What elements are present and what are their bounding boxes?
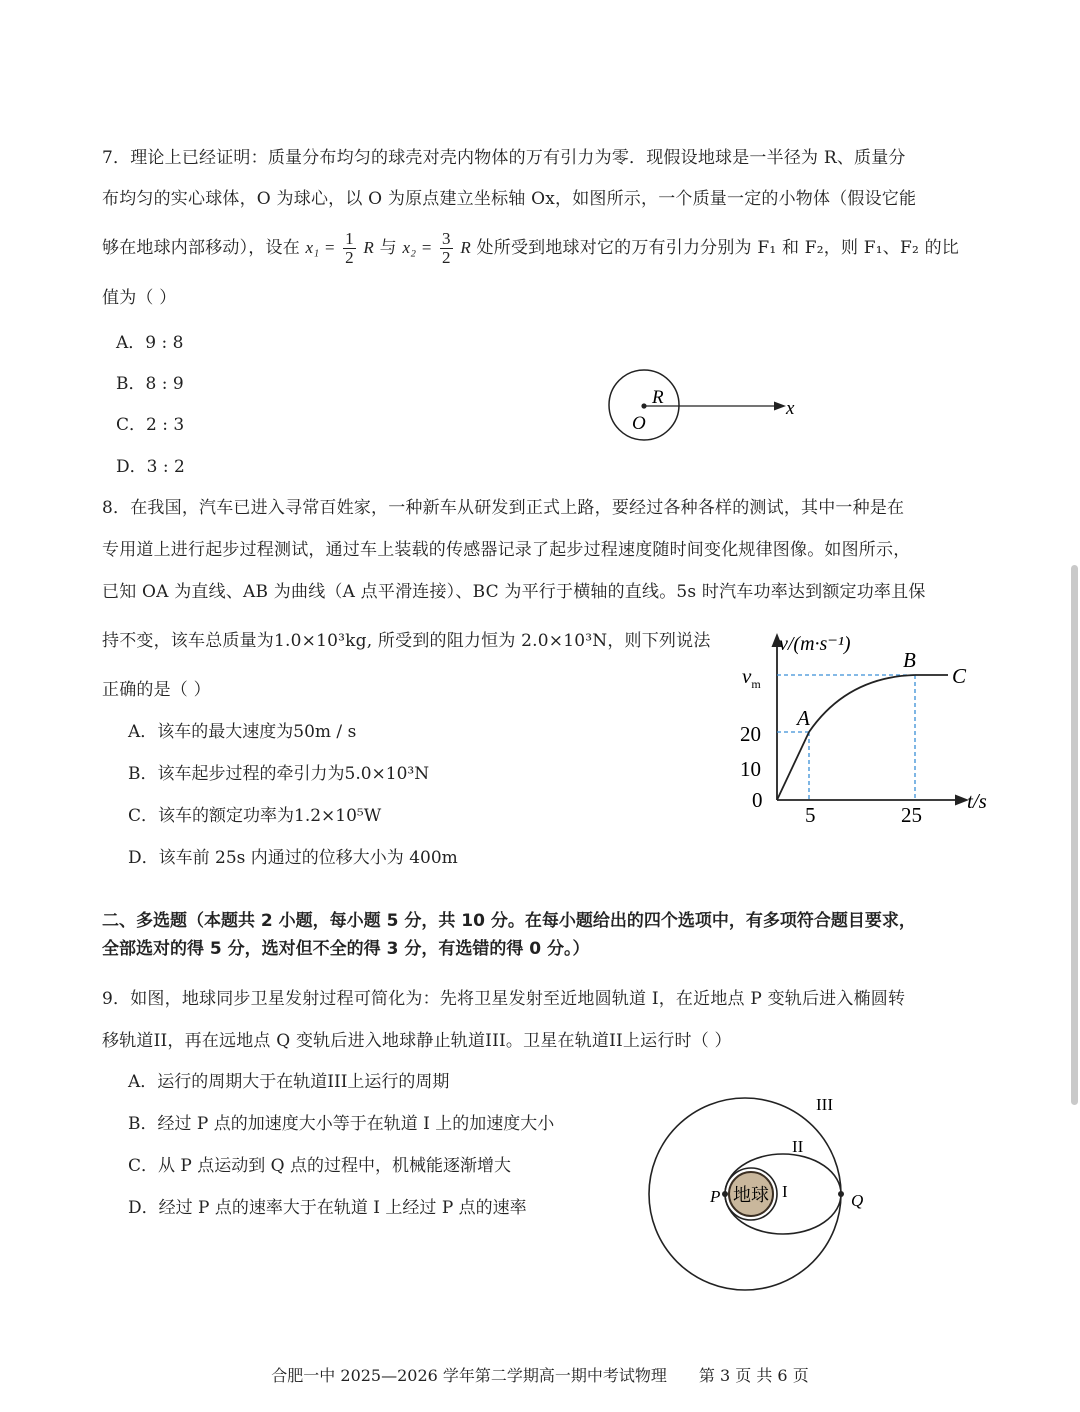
q8-option-a[interactable] (128, 720, 356, 744)
t-axis-label: t/s (967, 789, 987, 813)
option-text: 3 : 2 (146, 457, 185, 477)
fraction-denominator: 2 (442, 248, 451, 267)
x-axis-arrow-icon (774, 402, 786, 411)
option-text: 9 : 8 (145, 333, 184, 353)
q7-line-3-start: 够在地球内部移动），设在 (102, 238, 300, 258)
option-text: 经过 P 点的加速度大小等于在轨道 I 上的加速度大小 (157, 1114, 555, 1134)
radius-symbol: R (363, 238, 375, 257)
fraction-three-halves (440, 230, 453, 267)
origin-label: O (632, 413, 646, 434)
q9-option-a[interactable] (128, 1070, 449, 1094)
q8-line-5: 正确的是（ ） (102, 680, 211, 700)
option-text: 2 : 3 (146, 415, 185, 435)
q8-option-d[interactable] (128, 846, 458, 870)
q8-line-3: 已知 OA 为直线、AB 为曲线（A 点平滑连接）、BC 为平行于横轴的直线。5s 时汽车功率达到额定功率且保 (102, 582, 926, 602)
fraction-one-half (343, 230, 356, 267)
q7-line-2: 布均匀的实心球体，O 为球心，以 O 为原点建立坐标轴 Ox，如图所示，一个质量一定的小物体（假设它能 (102, 189, 917, 209)
origin-label: 0 (752, 788, 763, 812)
q9-line-1: 9．如图，地球同步卫星发射过程可简化为：先将卫星发射至近地圆轨道 I，在近地点 P 变轨后进入椭圆转 (102, 989, 906, 1009)
vm-subscript: m (751, 677, 761, 691)
axis-x-label: x (786, 398, 795, 419)
option-label: B． (128, 1114, 158, 1134)
q7-option-c[interactable] (116, 413, 184, 437)
option-label: C． (128, 1156, 159, 1176)
vm-label (742, 664, 761, 691)
point-Q-label: Q (851, 1191, 864, 1210)
q7-option-b[interactable] (116, 372, 184, 396)
q8-line-4: 持不变，该车总质量为1.0×10³kg, 所受到的阻力恒为 2.0×10³N，则下列说法 (102, 631, 711, 651)
curve-AB (809, 675, 915, 732)
option-label: B． (116, 374, 146, 394)
option-label: D． (128, 1198, 159, 1218)
option-text: 该车的额定功率为1.2×10⁵W (158, 806, 382, 826)
v-axis-label: v/(m·s⁻¹) (779, 633, 851, 655)
tick-label-20: 20 (740, 722, 761, 746)
q7-line-1: 7．理论上已经证明：质量分布均匀的球壳对壳内物体的万有引力为零．现假设地球是一半径为 R、质量分 (102, 148, 906, 168)
option-text: 该车起步过程的牵引力为5.0×10³N (157, 764, 430, 784)
q7-connector: 与 (379, 238, 403, 258)
q9-option-d[interactable] (128, 1196, 527, 1220)
tick-label-25: 25 (901, 803, 922, 827)
page-footer: 合肥一中 2025—2026 学年第二学期高一期中考试物理 第 3 页 共 6 页 (271, 1366, 809, 1385)
q7-line-4: 值为（ ） (102, 288, 177, 308)
q7-option-a[interactable] (116, 331, 183, 355)
scrollbar-thumb[interactable] (1071, 565, 1078, 1105)
q8-line-1: 8．在我国，汽车已进入寻常百姓家，一种新车从研发到正式上路，要经过各种各样的测试，其中一种是在 (102, 498, 905, 518)
option-text: 经过 P 点的速率大于在轨道 I 上经过 P 点的速率 (158, 1198, 527, 1218)
option-label: A． (128, 1072, 158, 1092)
q9-line-2: 移轨道II，再在远地点 Q 变轨后进入地球静止轨道III。卫星在轨道II上运行时（ ） (102, 1031, 732, 1051)
orbit-II-label: II (792, 1137, 804, 1156)
tick-label-5: 5 (805, 803, 816, 827)
earth-label: 地球 (733, 1185, 769, 1205)
point-B-label: B (903, 648, 916, 672)
x2-label: x₂ = (402, 238, 433, 257)
option-label: C． (116, 415, 147, 435)
q7-earth-axis-figure (600, 366, 810, 446)
point-A-label: A (797, 706, 810, 730)
option-label: D． (116, 457, 147, 477)
option-label: C． (128, 806, 159, 826)
point-P (722, 1191, 728, 1197)
tick-label-10: 10 (740, 757, 761, 781)
option-label: D． (128, 848, 159, 868)
radius-label: R (652, 387, 664, 408)
q8-line-2: 专用道上进行起步过程测试，通过车上装载的传感器记录了起步过程速度随时间变化规律图像。如图所示， (102, 540, 911, 560)
fraction-numerator: 1 (345, 229, 354, 248)
section-2-heading-line-2: 全部选对的得 5 分，选对但不全的得 3 分，有选错的得 0 分。） (102, 939, 590, 959)
x1-label: x₁ = (305, 238, 336, 257)
option-text: 该车前 25s 内通过的位移大小为 400m (158, 848, 458, 868)
point-Q (838, 1191, 844, 1197)
section-2-heading-line-1: 二、多选题（本题共 2 小题，每小题 5 分，共 10 分。在每小题给出的四个选项中，有多项符合题目要求， (102, 911, 916, 931)
option-text: 从 P 点运动到 Q 点的过程中，机械能逐渐增大 (158, 1156, 512, 1176)
orbit-III-label: III (816, 1095, 833, 1114)
option-label: A． (116, 333, 146, 353)
q7-line-3-end: 处所受到地球对它的万有引力分别为 F₁ 和 F₂，则 F₁、F₂ 的比 (476, 238, 960, 258)
point-P-label: P (710, 1187, 721, 1206)
option-text: 该车的最大速度为50m / s (157, 722, 357, 742)
q8-option-b[interactable] (128, 762, 429, 786)
point-C-label: C (952, 664, 967, 688)
fraction-numerator: 3 (442, 229, 451, 248)
option-label: A． (128, 722, 158, 742)
q8-option-c[interactable] (128, 804, 381, 828)
q9-option-b[interactable] (128, 1112, 554, 1136)
option-label: B． (128, 764, 158, 784)
q7-option-d[interactable] (116, 455, 185, 479)
vm-symbol: v (742, 664, 752, 688)
option-text: 8 : 9 (145, 374, 184, 394)
q9-orbit-figure (640, 1082, 870, 1292)
fraction-denominator: 2 (345, 248, 354, 267)
option-text: 运行的周期大于在轨道III上运行的周期 (157, 1072, 450, 1092)
orbit-I-label: I (782, 1182, 788, 1201)
q7-line-3 (102, 226, 959, 270)
segment-OA (777, 732, 809, 800)
q9-option-c[interactable] (128, 1154, 511, 1178)
q8-velocity-time-graph (735, 625, 1000, 835)
radius-symbol: R (460, 238, 471, 257)
